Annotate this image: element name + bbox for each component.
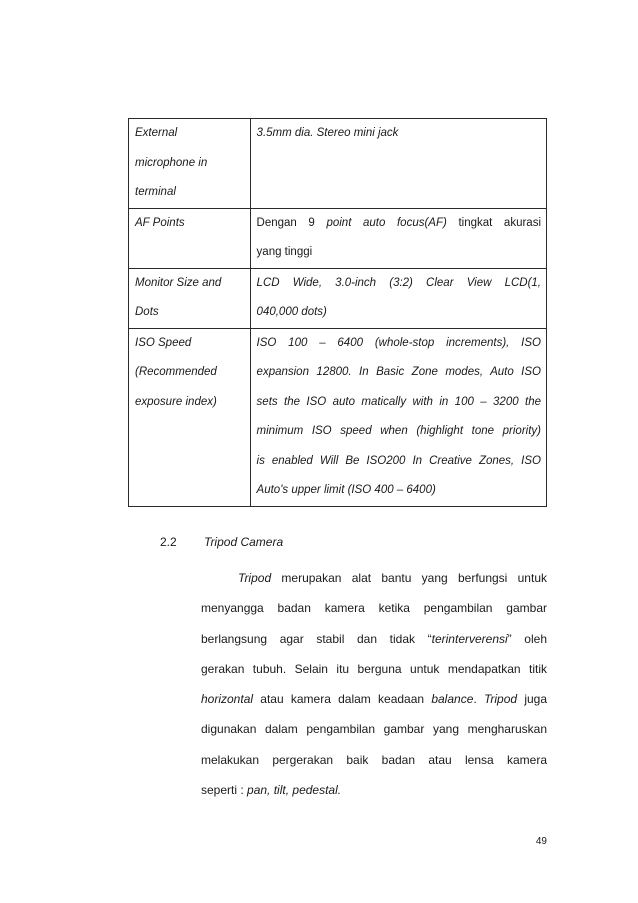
body-paragraph	[201, 563, 547, 805]
spec-key-line: Monitor Size and	[135, 276, 222, 289]
page-number: 49	[535, 836, 547, 847]
spec-value-line: Auto's upper limit (ISO 400 – 6400)	[256, 484, 436, 496]
paragraph-line: menyangga badan kamera ketika pengambilan gambar	[201, 601, 547, 616]
spec-value-text: Dengan 9	[256, 216, 315, 229]
paragraph-text: balance	[431, 692, 474, 707]
spec-key-cell	[129, 328, 251, 506]
spec-key-line: ISO Speed	[135, 336, 192, 349]
paragraph-text: merupakan alat bantu yang berfungsi untuk	[271, 571, 547, 585]
paragraph-text: berlangsung agar stabil dan tidak “	[201, 631, 432, 646]
table-row	[129, 268, 547, 328]
section-heading	[160, 535, 283, 549]
table-row	[129, 208, 547, 268]
spec-value-line: LCD Wide, 3.0-inch (3:2) Clear View LCD(1,	[256, 276, 541, 289]
paragraph-text: ” oleh	[507, 631, 547, 646]
spec-value-line: sets the ISO auto matically with in 100 – 3200 the	[256, 395, 541, 408]
spec-value-text: tingkat akurasi	[458, 216, 541, 229]
paragraph-text: juga	[517, 692, 548, 707]
paragraph-line: digunakan dalam pengambilan gambar yang mengharuskan	[201, 722, 547, 737]
spec-value-line: 040,000 dots)	[256, 306, 327, 318]
spec-key-line: External	[135, 127, 178, 139]
section-number: 2.2	[160, 535, 177, 549]
paragraph-line: melakukan pergerakan baik badan atau lensa kamera	[201, 752, 547, 767]
paragraph-text: Tripod	[483, 692, 518, 707]
table-row	[129, 119, 547, 209]
spec-value-cell	[250, 208, 546, 268]
spec-value-line: yang tinggi	[256, 246, 313, 258]
section-title: Tripod Camera	[204, 535, 284, 549]
spec-key-cell	[129, 119, 251, 209]
spec-key-line: exposure index)	[135, 395, 217, 408]
paragraph-text: atau kamera dalam keadaan	[253, 692, 432, 707]
paragraph-line	[201, 624, 547, 654]
paragraph-line	[201, 775, 547, 805]
spec-value-cell	[250, 328, 546, 506]
spec-key-cell	[129, 268, 251, 328]
paragraph-line	[201, 684, 547, 714]
spec-value-line: 3.5mm dia. Stereo mini jack	[256, 127, 399, 139]
spec-value-line: minimum ISO speed when (highlight tone priority)	[256, 425, 541, 437]
spec-table	[128, 118, 547, 507]
spec-value-line: is enabled Will Be ISO200 In Creative Zones, ISO	[256, 454, 541, 467]
spec-value-line: ISO 100 – 6400 (whole-stop increments), ISO	[256, 336, 541, 349]
spec-value-line	[257, 209, 541, 239]
table-row	[129, 328, 547, 506]
paragraph-line	[201, 563, 547, 593]
spec-value-text: point auto focus(AF)	[326, 216, 447, 229]
spec-key-cell	[129, 208, 251, 268]
spec-value-cell	[250, 119, 546, 209]
spec-key-line: Dots	[135, 306, 159, 318]
paragraph-text: terinterverensi	[431, 631, 508, 646]
paragraph-text: horizontal	[201, 692, 254, 707]
spec-key-line: microphone in	[135, 156, 208, 169]
spec-key-line: AF Points	[135, 216, 185, 229]
spec-key-line: terminal	[135, 186, 176, 198]
paragraph-text: Tripod	[238, 571, 272, 585]
paragraph-text: .	[473, 692, 484, 707]
spec-key-line: (Recommended	[135, 366, 217, 378]
spec-value-cell	[250, 268, 546, 328]
paragraph-line: gerakan tubuh. Selain itu berguna untuk mendapatkan titik	[201, 661, 547, 676]
paragraph-text: pan, tilt, pedestal.	[247, 783, 342, 798]
spec-value-line: expansion 12800. In Basic Zone modes, Auto ISO	[256, 366, 541, 378]
paragraph-text: seperti :	[201, 783, 248, 798]
